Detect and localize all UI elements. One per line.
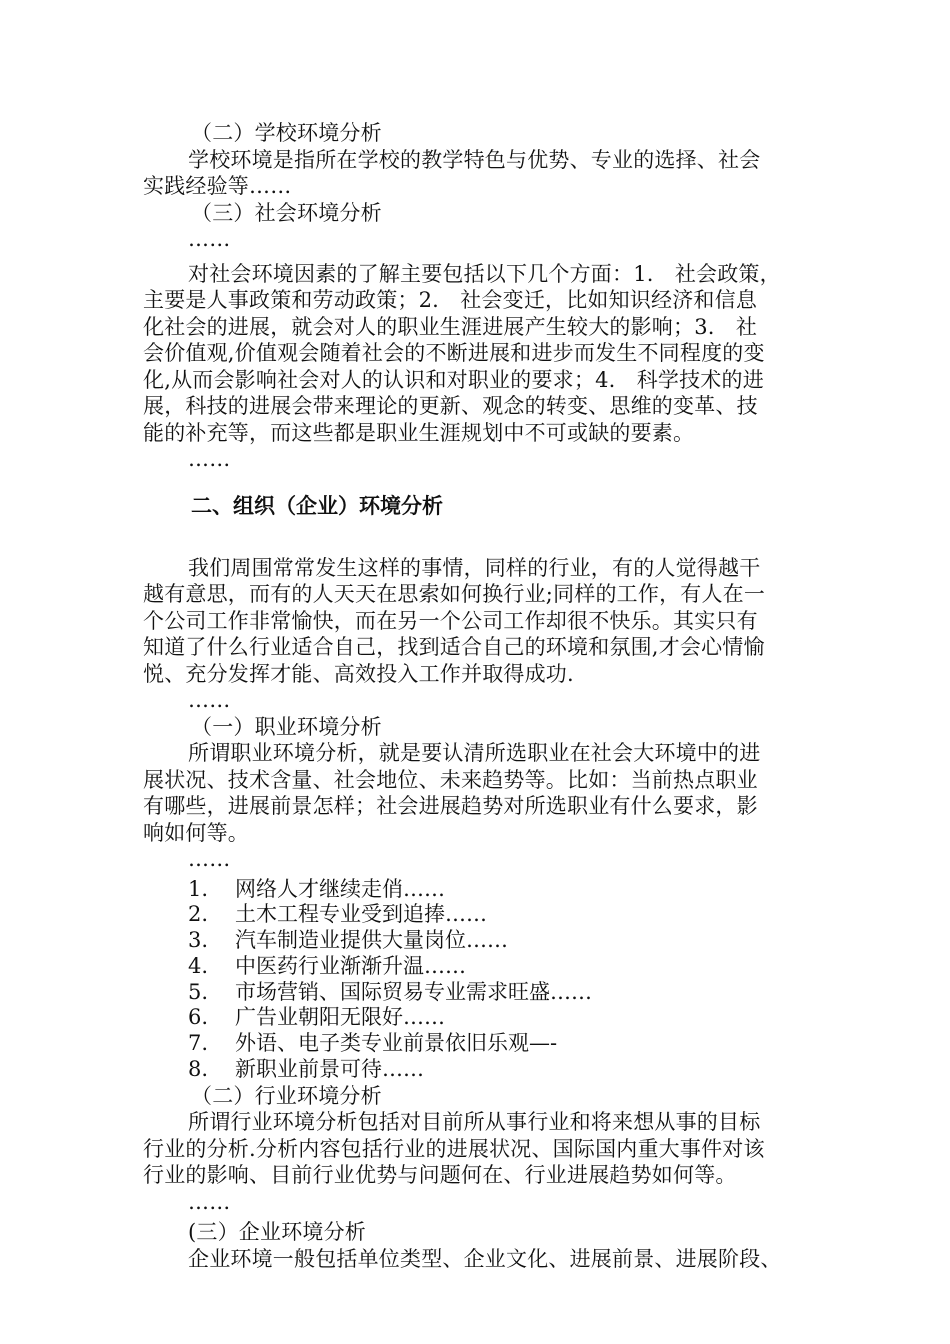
ellipsis: …… [188, 1189, 231, 1214]
section-heading: 二、组织（企业）环境分析 [191, 492, 443, 518]
society-env-title: （三）社会环境分析 [191, 200, 382, 225]
list-text: 广告业朝阳无限好…… [235, 1005, 445, 1030]
list-text: 中医药行业渐渐升温…… [235, 953, 466, 978]
society-env-paragraph-line: 会价值观,价值观会随着社会的不断进展和进步而发生不同程度的变 [143, 341, 765, 365]
career-env-paragraph-line: 所谓职业环境分析，就是要认清所选职业在社会大环境中的进 [188, 741, 761, 765]
org-intro-line: 越有意思，而有的人天天在思索如何换行业;同样的工作，有人在一 [143, 582, 766, 606]
ellipsis: …… [188, 847, 231, 871]
list-text: 新职业前景可待…… [235, 1057, 424, 1082]
enterprise-env-title: (三）企业环境分析 [188, 1220, 366, 1245]
list-item [143, 902, 823, 928]
list-number: 3. [188, 928, 209, 953]
society-env-paragraph-line: 主要是人事政策和劳动政策；2. 社会变迁，比如知识经济和信息 [143, 288, 758, 312]
org-intro-line: 我们周围常常发生这样的事情，同样的行业，有的人觉得越干 [188, 555, 761, 580]
industry-env-title: （二）行业环境分析 [191, 1083, 382, 1108]
school-env-title: （二）学校环境分析 [191, 121, 382, 145]
org-intro-line: 悦、充分发挥才能、高效投入工作并取得成功. [143, 661, 574, 686]
list-item [143, 980, 823, 1006]
list-text: 土木工程专业受到追捧…… [235, 902, 487, 927]
ellipsis: …… [188, 227, 231, 251]
list-item [143, 877, 823, 903]
org-intro-line: 个公司工作非常愉快，而在另一个公司工作却很不快乐。其实只有 [143, 608, 758, 633]
list-number: 5. [188, 979, 209, 1004]
list-number: 1. [188, 876, 209, 901]
list-text: 市场营销、国际贸易专业需求旺盛…… [235, 979, 592, 1004]
industry-env-paragraph-line: 所谓行业环境分析包括对目前所从事行业和将来想从事的目标 [188, 1110, 761, 1135]
career-env-title: （一）职业环境分析 [191, 714, 382, 739]
society-env-paragraph-line: 化,从而会影响社会对人的认识和对职业的要求；4. 科学技术的进 [143, 367, 764, 392]
list-number: 7. [188, 1031, 209, 1056]
enterprise-env-paragraph-line: 企业环境一般包括单位类型、企业文化、进展前景、进展阶段、 [188, 1246, 782, 1271]
career-env-paragraph-line: 响如何等。 [143, 820, 249, 845]
document-page [143, 120, 823, 1272]
career-env-paragraph-line: 有哪些，进展前景怎样；社会进展趋势对所选职业有什么要求，影 [143, 794, 758, 818]
industry-env-paragraph-line: 行业的影响、目前行业优势与问题何在、行业进展趋势如何等。 [143, 1163, 737, 1188]
industry-env-paragraph-line: 行业的分析.分析内容包括行业的进展状况、国际国内重大事件对该 [143, 1136, 765, 1161]
list-item [143, 928, 823, 954]
school-env-paragraph-line: 学校环境是指所在学校的教学特色与优势、专业的选择、社会 [188, 147, 761, 172]
list-number: 8. [188, 1057, 209, 1082]
list-text: 网络人才继续走俏…… [235, 876, 445, 901]
ellipsis: …… [188, 447, 231, 471]
ellipsis: …… [188, 688, 231, 712]
list-number: 4. [188, 953, 209, 978]
career-env-paragraph-line: 展状况、技术含量、社会地位、未来趋势等。比如：当前热点职业 [143, 767, 758, 792]
society-env-paragraph-line: 对社会环境因素的了解主要包括以下几个方面：1. 社会政策， [188, 261, 781, 286]
society-env-paragraph-line: 化社会的进展，就会对人的职业生涯进展产生较大的影响；3. 社 [143, 314, 758, 339]
list-text: 外语、电子类专业前景依旧乐观—- [235, 1031, 558, 1056]
list-number: 6. [188, 1005, 209, 1030]
list-text: 汽车制造业提供大量岗位…… [235, 928, 508, 953]
list-item [143, 1005, 823, 1031]
org-intro-line: 知道了什么行业适合自己，找到适合自己的环境和氛围,才会心情愉 [143, 635, 765, 659]
list-number: 2. [188, 902, 209, 927]
list-item [143, 1057, 823, 1083]
list-item [143, 954, 823, 980]
career-trend-list [143, 877, 823, 1083]
school-env-paragraph-line: 实践经验等…… [143, 174, 292, 198]
list-item [143, 1031, 823, 1057]
society-env-paragraph-line: 展，科技的进展会带来理论的更新、观念的转变、思维的变革、技 [143, 394, 758, 418]
society-env-paragraph-line: 能的补充等，而这些都是职业生涯规划中不可或缺的要素。 [143, 420, 695, 445]
